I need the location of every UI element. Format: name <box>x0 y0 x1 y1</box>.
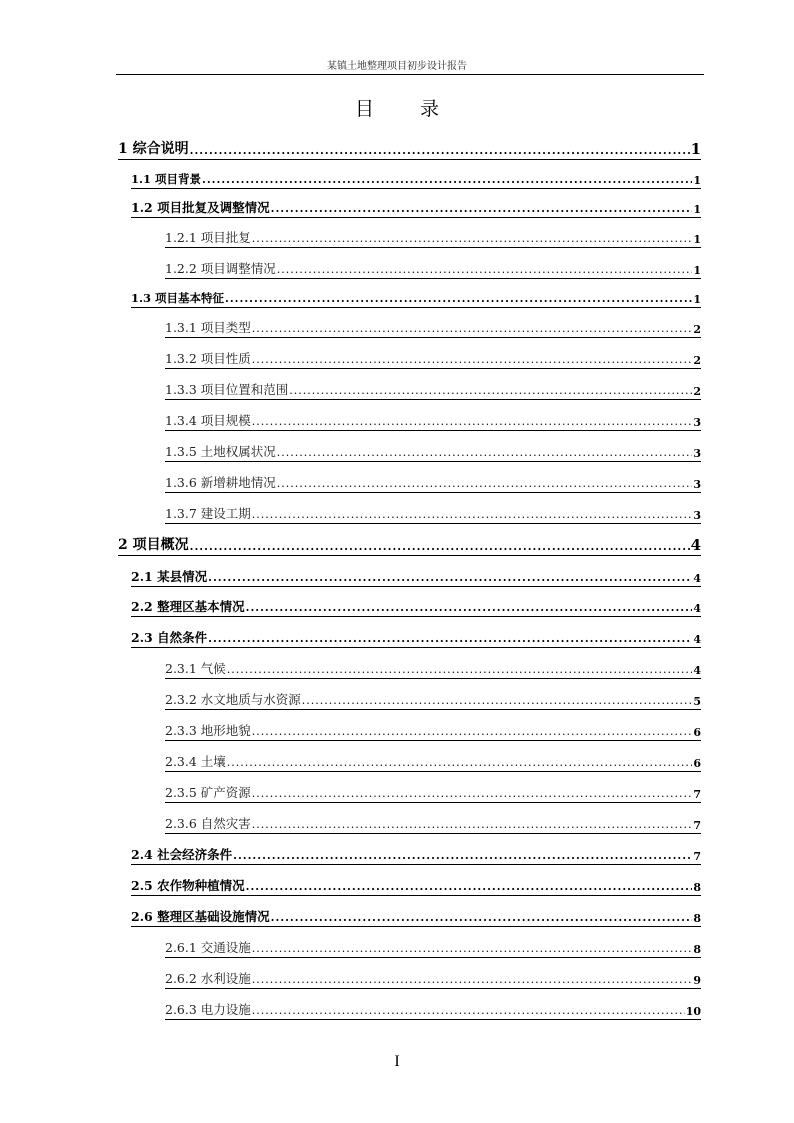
toc-entry-label: 2.6 整理区基础设施情况 <box>131 909 270 924</box>
toc-entry-label: 1.2.1 项目批复 <box>165 230 251 245</box>
toc-entry[interactable] <box>131 630 701 648</box>
toc-entry[interactable] <box>165 661 701 679</box>
running-header: 某镇土地整理项目初步设计报告 <box>327 61 467 72</box>
toc-entry-label: 2.3.3 地形地貌 <box>165 723 251 738</box>
toc-dot-leader <box>246 882 693 895</box>
toc-entry-page: 4 <box>693 664 701 677</box>
toc-dot-leader <box>208 634 692 647</box>
toc-entry-page: 7 <box>693 788 701 801</box>
toc-entry-label: 1.2.2 项目调整情况 <box>165 261 276 276</box>
toc-dot-leader <box>289 386 692 399</box>
toc-entry-page: 6 <box>693 726 701 739</box>
toc-entry[interactable] <box>165 230 701 248</box>
toc-entry-label: 1.3 项目基本特征 <box>131 291 225 305</box>
toc-entry-page: 7 <box>693 819 701 832</box>
toc-entry[interactable] <box>165 351 701 369</box>
toc-entry[interactable] <box>131 599 701 617</box>
toc-dot-leader <box>252 355 693 368</box>
toc-entry-label: 1.3.3 项目位置和范围 <box>165 382 289 397</box>
toc-dot-leader <box>271 913 693 926</box>
toc-entry-page: 1 <box>693 174 701 187</box>
toc-entry-page: 2 <box>693 385 701 398</box>
toc-entry-page: 1 <box>693 264 701 277</box>
toc-entry-label: 2.4 社会经济条件 <box>131 847 233 862</box>
toc-dot-leader <box>252 510 693 523</box>
toc-entry-label: 2.5 农作物种植情况 <box>131 878 245 893</box>
toc-dot-leader <box>252 975 693 988</box>
toc-entry-page: 4 <box>693 602 701 615</box>
toc-entry-label: 1.2 项目批复及调整情况 <box>131 200 270 215</box>
toc-dot-leader <box>225 294 692 307</box>
toc-entry[interactable] <box>165 413 701 431</box>
toc-entry-label: 1.3.2 项目性质 <box>165 351 251 366</box>
toc-entry-page: 10 <box>685 1005 701 1018</box>
toc-dot-leader <box>190 146 690 159</box>
toc-entry[interactable] <box>165 475 701 493</box>
toc-entry-page: 4 <box>690 536 701 554</box>
toc-entry-label: 2.6.3 电力设施 <box>165 1002 251 1017</box>
toc-dot-leader <box>252 820 693 833</box>
toc-entry-page: 3 <box>693 509 701 522</box>
toc-entry-label: 2.3.5 矿产资源 <box>165 785 251 800</box>
toc-entry-label: 2.3.4 土壤 <box>165 754 226 769</box>
toc-entry[interactable] <box>131 290 701 308</box>
toc-entry[interactable] <box>165 785 701 803</box>
toc-dot-leader <box>252 234 693 247</box>
toc-entry-page: 3 <box>693 478 701 491</box>
toc-entry-page: 2 <box>693 323 701 336</box>
toc-entry[interactable] <box>165 723 701 741</box>
toc-dot-leader <box>252 324 693 337</box>
toc-dot-leader <box>252 1006 685 1019</box>
toc-entry-page: 3 <box>693 416 701 429</box>
toc-entry[interactable] <box>165 444 701 462</box>
toc-dot-leader <box>190 542 690 555</box>
toc-entry-page: 1 <box>690 140 701 158</box>
toc-entry[interactable] <box>118 536 701 556</box>
toc-entry[interactable] <box>131 569 701 587</box>
toc-dot-leader <box>277 479 693 492</box>
toc-entry[interactable] <box>165 692 701 710</box>
toc-entry-page: 4 <box>693 633 701 646</box>
toc-entry-page: 1 <box>693 203 701 216</box>
toc-dot-leader <box>277 448 693 461</box>
toc-entry[interactable] <box>165 971 701 989</box>
toc-entry-label: 2 项目概况 <box>118 537 189 553</box>
toc-dot-leader <box>252 417 693 430</box>
toc-entry-page: 3 <box>693 447 701 460</box>
toc-dot-leader <box>277 265 693 278</box>
toc-dot-leader <box>208 573 692 586</box>
toc-entry[interactable] <box>165 940 701 958</box>
toc-entry[interactable] <box>165 754 701 772</box>
toc-entry[interactable] <box>165 1002 701 1020</box>
toc-dot-leader <box>252 944 693 957</box>
toc-entry[interactable] <box>131 847 701 865</box>
toc-entry[interactable] <box>131 200 701 218</box>
toc-entry-page: 9 <box>693 974 701 987</box>
toc-dot-leader <box>202 175 692 188</box>
toc-entry-page: 2 <box>693 354 701 367</box>
toc-dot-leader <box>252 789 693 802</box>
toc-entry-label: 2.3.6 自然灾害 <box>165 816 251 831</box>
toc-entry-page: 4 <box>693 572 701 585</box>
toc-entry[interactable] <box>165 261 701 279</box>
toc-entry-page: 1 <box>693 233 701 246</box>
toc-entry-page: 6 <box>693 757 701 770</box>
toc-entry[interactable] <box>131 878 701 896</box>
toc-entry-label: 2.2 整理区基本情况 <box>131 599 245 614</box>
toc-entry-label: 2.3.2 水文地质与水资源 <box>165 692 301 707</box>
toc-entry-label: 2.6.1 交通设施 <box>165 940 251 955</box>
toc-entry-label: 1.3.7 建设工期 <box>165 506 251 521</box>
toc-dot-leader <box>233 851 692 864</box>
toc-entry-label: 1.3.1 项目类型 <box>165 320 251 335</box>
page-number: I <box>394 1053 400 1070</box>
toc-entry-label: 2.3.1 气候 <box>165 661 226 676</box>
toc-dot-leader <box>252 727 693 740</box>
toc-dot-leader <box>227 758 693 771</box>
toc-entry-label: 2.6.2 水利设施 <box>165 971 251 986</box>
toc-entry-page: 8 <box>693 943 701 956</box>
toc-entry[interactable] <box>165 320 701 338</box>
toc-dot-leader <box>246 603 693 616</box>
toc-entry-label: 2.3 自然条件 <box>131 630 208 645</box>
toc-entry[interactable] <box>165 506 701 524</box>
toc-entry-page: 7 <box>693 850 701 863</box>
toc-dot-leader <box>227 665 693 678</box>
toc-entry-label: 1.3.6 新增耕地情况 <box>165 475 276 490</box>
toc-entry[interactable] <box>131 171 701 189</box>
toc-title: 目录 <box>354 98 485 120</box>
toc-entry-page: 8 <box>693 881 701 894</box>
toc-entry-label: 1 综合说明 <box>118 141 189 157</box>
toc-entry-page: 1 <box>693 293 701 306</box>
toc-entry-page: 8 <box>693 912 701 925</box>
toc-entry-label: 1.3.5 土地权属状况 <box>165 444 276 459</box>
toc-entry[interactable] <box>165 816 701 834</box>
toc-entry-label: 2.1 某县情况 <box>131 569 208 584</box>
toc-dot-leader <box>271 204 693 217</box>
toc-entry[interactable] <box>118 140 701 160</box>
toc-entry-page: 5 <box>693 695 701 708</box>
toc-entry-label: 1.3.4 项目规模 <box>165 413 251 428</box>
toc-entry[interactable] <box>165 382 701 400</box>
toc-dot-leader <box>302 696 693 709</box>
toc-entry-label: 1.1 项目背景 <box>131 172 202 186</box>
toc-entry[interactable] <box>131 909 701 927</box>
